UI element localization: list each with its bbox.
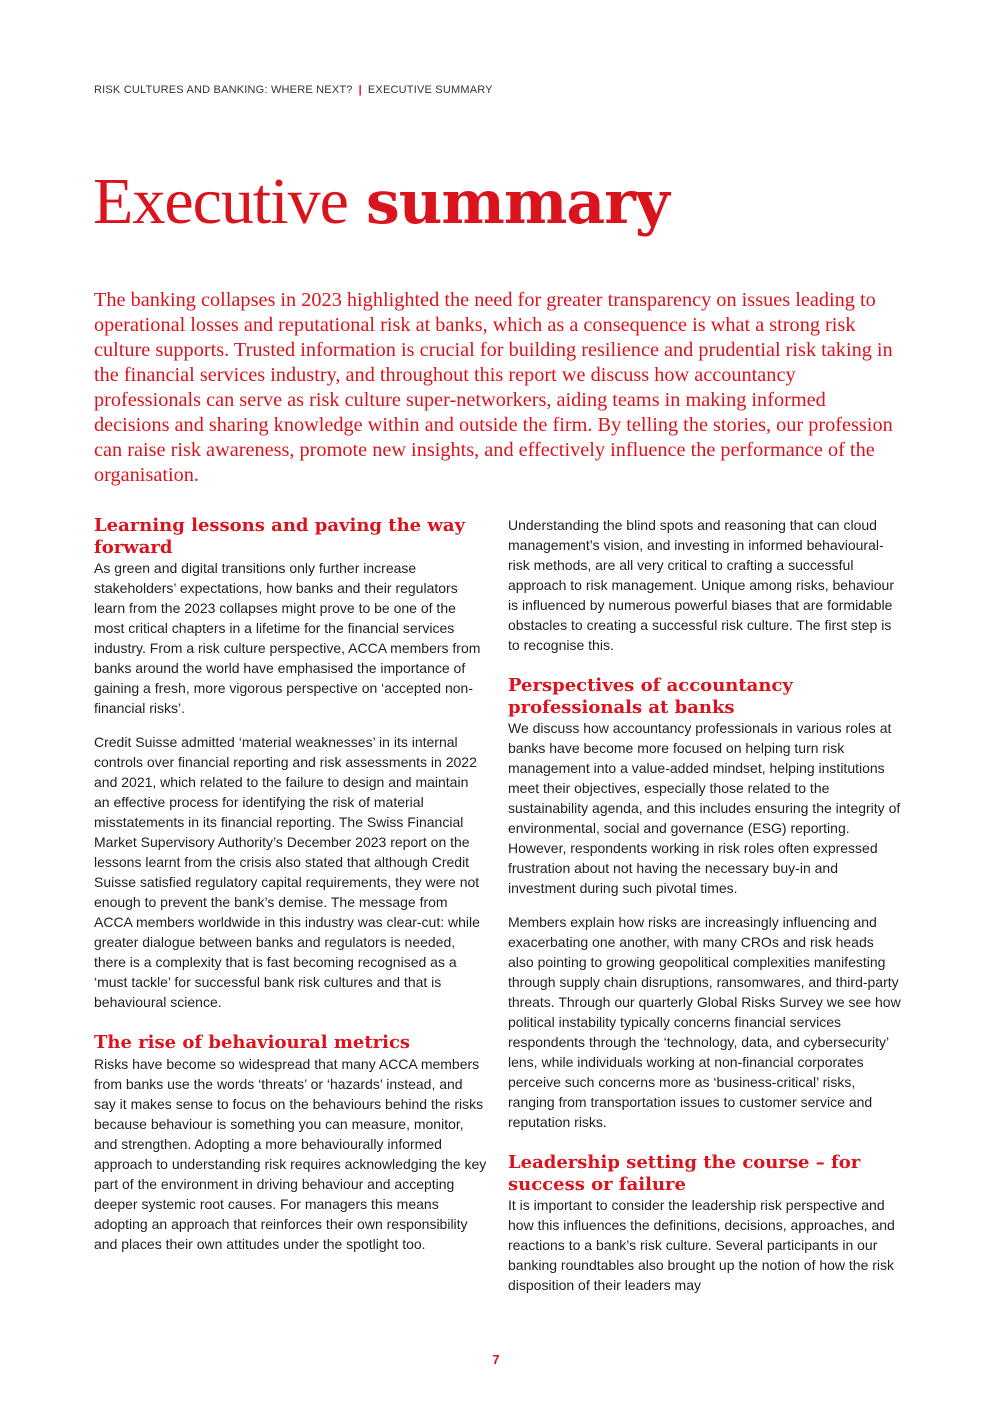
body-paragraph: Credit Suisse admitted ‘material weaknesses’ in its internal controls over financial reporting and risk assessments in 2022 and 2021, which related to the failure to design and maintain an effective process for identifying the risk of material misstatements in its financial reporting. The Swiss Financial Market Supervisory Authority’s December 2023 report on the lessons learnt from the crisis also stated that although Credit Suisse satisfied regulatory capital requirements, they were not enough to prevent the bank’s demise. The message from ACCA members worldwide in this industry was clear-cut: while greater dialogue between banks and regulators is needed, there is a complexity that is fast becoming recognised as a ‘must tackle’ for successful bank risk cultures and that is behavioural science.: [94, 734, 480, 1010]
page-number: 7: [492, 1352, 500, 1367]
page-title: [93, 160, 669, 245]
body-paragraph: We discuss how accountancy professionals in various roles at banks have become more focused on helping turn risk management into a value-added mindset, helping institutions meet their objectives, especially those related to the sustainability agenda, and this includes ensuring the integrity of environmental, social and governance (ESG) reporting. However, respondents working in risk roles often expressed frustration about not having the necessary buy-in and investment during such pivotal times.: [508, 720, 901, 896]
section-heading-behavioural-metrics: The rise of behavioural metrics: [94, 1032, 411, 1053]
lead-paragraph: The banking collapses in 2023 highlighted the need for greater transparency on issues leading to operational losses and reputational risk at banks, which as a consequence is what a strong risk culture supports. Trusted information is crucial for building resilience and prudential risk taking in the financial services industry, and throughout this report we discuss how accountancy professionals can serve as risk culture super-networkers, aiding teams in making informed decisions and sharing knowledge within and outside the firm. By telling the stories, our profession can raise risk awareness, promote new insights, and effectively influence the performance of the organisation.: [94, 289, 893, 486]
body-paragraph: It is important to consider the leadership risk perspective and how this influences the definitions, decisions, approaches, and reactions to a bank’s risk culture. Several participants in our banking roundtables also brought up the notion of how the risk disposition of their leaders may: [508, 1197, 895, 1293]
section-heading-learning-lessons: Learning lessons and paving the way forward: [94, 515, 465, 558]
header-separator: |: [358, 84, 362, 96]
body-paragraph: Risks have become so widespread that many ACCA members from banks use the words ‘threats’ or ‘hazards’ instead, and say it makes sense to focus on the behaviours behind the risks because behaviour is something you can measure, monitor, and strengthen. Adopting a more behaviourally informed approach to understanding risk requires acknowledging the key part of the environment in driving behaviour and accepting deeper systemic root causes. For managers this means adopting an approach that reinforces their own responsibility and places their own attitudes under the spotlight too.: [94, 1055, 487, 1252]
section-name: EXECUTIVE SUMMARY: [367, 84, 493, 96]
report-title: RISK CULTURES AND BANKING: WHERE NEXT?: [94, 84, 353, 96]
section-heading-leadership: Leadership setting the course – for success or failure: [508, 1152, 861, 1195]
body-paragraph: Understanding the blind spots and reasoning that can cloud management’s vision, and investing in informed behavioural-risk methods, are all very critical to crafting a successful approach to risk management. Unique among risks, behaviour is influenced by numerous powerful biases that are formidable obstacles to creating a successful risk culture. The first step is to recognise this.: [508, 517, 894, 653]
page-title-bold: summary: [365, 168, 669, 238]
left-column: [94, 515, 487, 1254]
page-title-light: Executive: [93, 165, 348, 238]
running-header: [94, 84, 493, 96]
body-paragraph: As green and digital transitions only further increase stakeholders’ expectations, how banks and their regulators learn from the 2023 collapses might prove to be one of the most critical chapters in a lifetime for the financial services industry. From a risk culture perspective, ACCA members from banks around the world have emphasised the importance of gaining a fresh, more vigorous perspective on ‘accepted non-financial risks’.: [94, 560, 481, 716]
body-paragraph: Members explain how risks are increasingly influencing and exacerbating one another, with many CROs and risk heads also pointing to growing geopolitical complexities manifesting through supply chain disruptions, ransomwares, and third-party threats. Through our quarterly Global Risks Survey we see how political instability typically concerns financial services respondents through the ‘technology, data, and cybersecurity’ lens, while individuals working at non-financial corporates perceive such concerns more as ‘business-critical’ risks, ranging from transportation issues to customer service and reputation risks.: [508, 914, 901, 1130]
section-heading-perspectives: Perspectives of accountancy professionals at banks: [508, 675, 793, 718]
right-column: [508, 515, 901, 1295]
